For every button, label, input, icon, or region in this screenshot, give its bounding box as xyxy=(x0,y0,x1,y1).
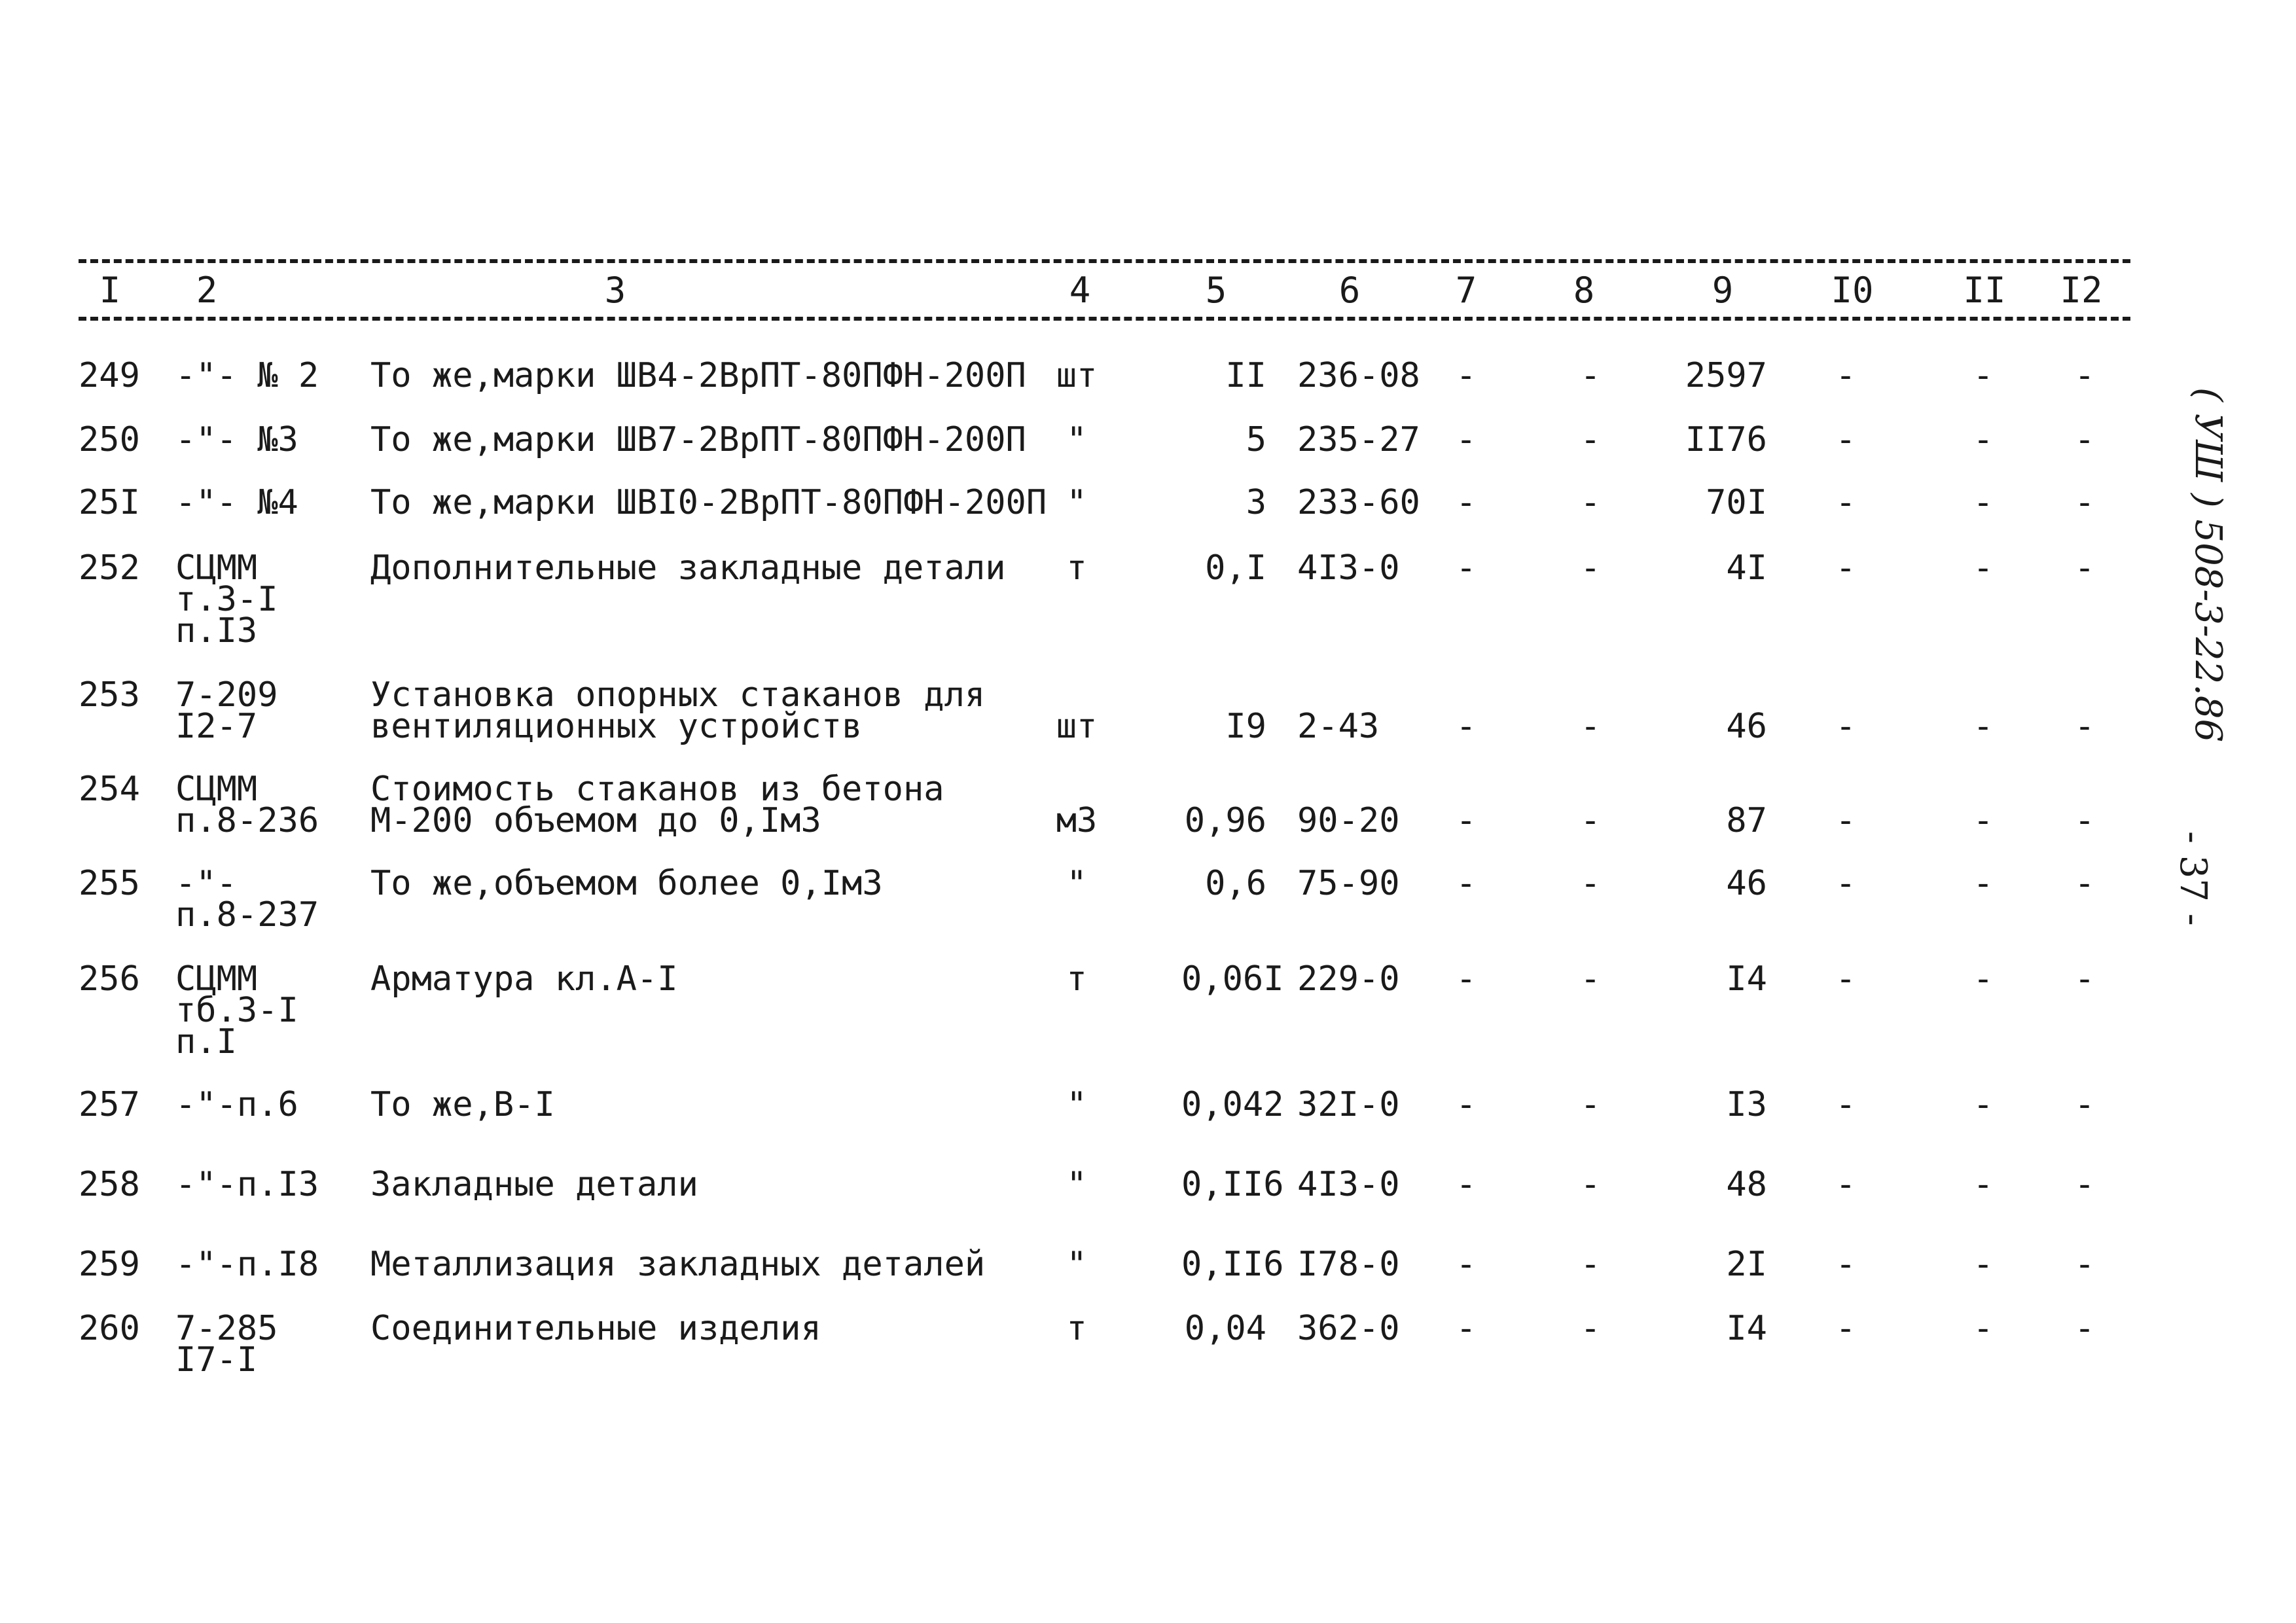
total-cost: 2I xyxy=(1726,1245,1767,1284)
unit-of-measure: " xyxy=(1066,1245,1087,1284)
quantity: I9 xyxy=(1225,707,1266,746)
total-cost: 48 xyxy=(1726,1165,1767,1204)
col-10-value: - xyxy=(1835,1165,1856,1204)
col-11-value: - xyxy=(1973,801,1994,840)
unit-of-measure: " xyxy=(1066,483,1087,522)
row-number: 259 xyxy=(79,1245,140,1284)
col-7-value: - xyxy=(1456,420,1477,459)
work-description: Закладные детали xyxy=(370,1165,698,1204)
col-12-value: - xyxy=(2074,959,2095,999)
col-12-value: - xyxy=(2074,548,2095,588)
col-7-value: - xyxy=(1456,1245,1477,1284)
norm-reference: т.3-I xyxy=(175,580,278,619)
work-description: М-200 объемом до 0,Iм3 xyxy=(370,801,821,840)
unit-of-measure: шт xyxy=(1056,707,1098,746)
col-12-value: - xyxy=(2074,420,2095,459)
work-description: Стоимость стаканов из бетона xyxy=(370,770,944,809)
column-header-1: I xyxy=(99,270,121,311)
col-10-value: - xyxy=(1835,420,1856,459)
col-7-value: - xyxy=(1456,801,1477,840)
quantity: 5 xyxy=(1246,420,1266,459)
col-8-value: - xyxy=(1580,1085,1601,1124)
norm-reference: тб.3-I xyxy=(175,991,298,1030)
unit-price: 4I3-0 xyxy=(1297,1165,1400,1204)
row-number: 260 xyxy=(79,1309,140,1348)
work-description: То же,объемом более 0,Iм3 xyxy=(370,864,883,903)
work-description: То же,В-I xyxy=(370,1085,555,1124)
column-header-5: 5 xyxy=(1205,270,1227,311)
norm-reference: 7-209 xyxy=(175,675,278,715)
col-10-value: - xyxy=(1835,356,1856,395)
col-12-value: - xyxy=(2074,707,2095,746)
col-8-value: - xyxy=(1580,356,1601,395)
col-12-value: - xyxy=(2074,1245,2095,1284)
quantity: 3 xyxy=(1246,483,1266,522)
quantity: 0,I xyxy=(1205,548,1266,588)
col-11-value: - xyxy=(1973,1085,1994,1124)
unit-price: 2-43 xyxy=(1297,707,1380,746)
header-bottom-rule xyxy=(79,317,2130,321)
unit-price: 236-08 xyxy=(1297,356,1420,395)
row-number: 249 xyxy=(79,356,140,395)
side-document-code: ( УШ ) 508-3-22.86 xyxy=(2187,387,2229,743)
work-description: То же,марки ШВ7-2ВрПТ-80ПФН-200П xyxy=(370,420,1026,459)
col-10-value: - xyxy=(1835,483,1856,522)
unit-price: I78-0 xyxy=(1297,1245,1400,1284)
unit-price: 32I-0 xyxy=(1297,1085,1400,1124)
quantity: II xyxy=(1225,356,1266,395)
norm-reference: -"-п.I3 xyxy=(175,1165,319,1204)
unit-of-measure: т xyxy=(1066,959,1087,999)
unit-of-measure: т xyxy=(1066,1309,1087,1348)
col-12-value: - xyxy=(2074,1309,2095,1348)
total-cost: I4 xyxy=(1726,1309,1767,1348)
unit-of-measure: м3 xyxy=(1056,801,1098,840)
header-top-rule xyxy=(79,259,2130,263)
unit-of-measure: т xyxy=(1066,548,1087,588)
col-12-value: - xyxy=(2074,483,2095,522)
norm-reference: -"- № 2 xyxy=(175,356,319,395)
column-header-6: 6 xyxy=(1338,270,1361,311)
column-header-11: II xyxy=(1963,270,2006,311)
column-header-10: I0 xyxy=(1831,270,1874,311)
unit-of-measure: " xyxy=(1066,1165,1087,1204)
col-7-value: - xyxy=(1456,548,1477,588)
work-description: Металлизация закладных деталей xyxy=(370,1245,986,1284)
col-11-value: - xyxy=(1973,1165,1994,1204)
col-7-value: - xyxy=(1456,707,1477,746)
work-description: Дополнительные закладные детали xyxy=(370,548,1006,588)
col-11-value: - xyxy=(1973,548,1994,588)
quantity: 0,6 xyxy=(1205,864,1266,903)
quantity: 0,042 xyxy=(1181,1085,1284,1124)
col-12-value: - xyxy=(2074,356,2095,395)
total-cost: 46 xyxy=(1726,864,1767,903)
norm-reference: СЦММ xyxy=(175,959,258,999)
column-header-12: I2 xyxy=(2060,270,2103,311)
col-11-value: - xyxy=(1973,356,1994,395)
row-number: 25I xyxy=(79,483,140,522)
total-cost: 46 xyxy=(1726,707,1767,746)
col-10-value: - xyxy=(1835,801,1856,840)
total-cost: I4 xyxy=(1726,959,1767,999)
norm-reference: -"-п.6 xyxy=(175,1085,298,1124)
norm-reference: СЦММ xyxy=(175,770,258,809)
quantity: 0,04 xyxy=(1184,1309,1266,1348)
col-12-value: - xyxy=(2074,801,2095,840)
col-11-value: - xyxy=(1973,420,1994,459)
row-number: 254 xyxy=(79,770,140,809)
work-description: Арматура кл.А-I xyxy=(370,959,678,999)
col-11-value: - xyxy=(1973,1309,1994,1348)
unit-of-measure: шт xyxy=(1056,356,1098,395)
work-description: То же,марки ШВI0-2ВрПТ-80ПФН-200П xyxy=(370,483,1047,522)
column-header-8: 8 xyxy=(1573,270,1595,311)
row-number: 257 xyxy=(79,1085,140,1124)
col-7-value: - xyxy=(1456,959,1477,999)
col-12-value: - xyxy=(2074,1165,2095,1204)
col-11-value: - xyxy=(1973,864,1994,903)
unit-price: 233-60 xyxy=(1297,483,1420,522)
norm-reference: СЦММ xyxy=(175,548,258,588)
total-cost: 70I xyxy=(1706,483,1767,522)
column-header-3: 3 xyxy=(604,270,626,311)
col-10-value: - xyxy=(1835,864,1856,903)
column-header-7: 7 xyxy=(1455,270,1477,311)
row-number: 250 xyxy=(79,420,140,459)
norm-reference: -"- xyxy=(175,864,237,903)
unit-price: 75-90 xyxy=(1297,864,1400,903)
col-10-value: - xyxy=(1835,1245,1856,1284)
col-8-value: - xyxy=(1580,864,1601,903)
norm-reference: -"-п.I8 xyxy=(175,1245,319,1284)
unit-price: 362-0 xyxy=(1297,1309,1400,1348)
col-7-value: - xyxy=(1456,1165,1477,1204)
work-description: То же,марки ШВ4-2ВрПТ-80ПФН-200П xyxy=(370,356,1026,395)
col-12-value: - xyxy=(2074,1085,2095,1124)
norm-reference: 7-285 xyxy=(175,1309,278,1348)
col-10-value: - xyxy=(1835,959,1856,999)
page-number: - 37 - xyxy=(2172,831,2214,926)
col-8-value: - xyxy=(1580,483,1601,522)
quantity: 0,II6 xyxy=(1181,1245,1284,1284)
total-cost: 87 xyxy=(1726,801,1767,840)
row-number: 256 xyxy=(79,959,140,999)
norm-reference: п.8-237 xyxy=(175,895,319,935)
row-number: 252 xyxy=(79,548,140,588)
unit-of-measure: " xyxy=(1066,864,1087,903)
norm-reference: -"- №4 xyxy=(175,483,298,522)
col-7-value: - xyxy=(1456,356,1477,395)
col-8-value: - xyxy=(1580,1165,1601,1204)
work-description: вентиляционных устройств xyxy=(370,707,863,746)
norm-reference: I7-I xyxy=(175,1340,258,1380)
col-8-value: - xyxy=(1580,420,1601,459)
column-header-2: 2 xyxy=(196,270,218,311)
col-11-value: - xyxy=(1973,707,1994,746)
unit-price: 235-27 xyxy=(1297,420,1420,459)
total-cost: I3 xyxy=(1726,1085,1767,1124)
work-description: Соединительные изделия xyxy=(370,1309,821,1348)
row-number: 258 xyxy=(79,1165,140,1204)
work-description: Установка опорных стаканов для xyxy=(370,675,986,715)
quantity: 0,II6 xyxy=(1181,1165,1284,1204)
col-7-value: - xyxy=(1456,483,1477,522)
norm-reference: -"- №3 xyxy=(175,420,298,459)
col-8-value: - xyxy=(1580,707,1601,746)
col-11-value: - xyxy=(1973,483,1994,522)
norm-reference: п.I xyxy=(175,1022,237,1061)
col-11-value: - xyxy=(1973,959,1994,999)
col-10-value: - xyxy=(1835,707,1856,746)
col-10-value: - xyxy=(1835,548,1856,588)
col-12-value: - xyxy=(2074,864,2095,903)
col-10-value: - xyxy=(1835,1085,1856,1124)
total-cost: II76 xyxy=(1685,420,1767,459)
col-11-value: - xyxy=(1973,1245,1994,1284)
quantity: 0,96 xyxy=(1184,801,1266,840)
norm-reference: I2-7 xyxy=(175,707,258,746)
total-cost: 4I xyxy=(1726,548,1767,588)
unit-of-measure: " xyxy=(1066,1085,1087,1124)
unit-price: 229-0 xyxy=(1297,959,1400,999)
col-8-value: - xyxy=(1580,1245,1601,1284)
norm-reference: п.8-236 xyxy=(175,801,319,840)
col-8-value: - xyxy=(1580,548,1601,588)
row-number: 253 xyxy=(79,675,140,715)
column-header-4: 4 xyxy=(1069,270,1091,311)
unit-price: 4I3-0 xyxy=(1297,548,1400,588)
unit-price: 90-20 xyxy=(1297,801,1400,840)
col-8-value: - xyxy=(1580,959,1601,999)
quantity: 0,06I xyxy=(1181,959,1284,999)
unit-of-measure: " xyxy=(1066,420,1087,459)
norm-reference: п.I3 xyxy=(175,611,258,651)
total-cost: 2597 xyxy=(1685,356,1767,395)
col-7-value: - xyxy=(1456,1085,1477,1124)
column-header-9: 9 xyxy=(1712,270,1734,311)
col-8-value: - xyxy=(1580,1309,1601,1348)
col-8-value: - xyxy=(1580,801,1601,840)
col-7-value: - xyxy=(1456,1309,1477,1348)
row-number: 255 xyxy=(79,864,140,903)
col-10-value: - xyxy=(1835,1309,1856,1348)
col-7-value: - xyxy=(1456,864,1477,903)
